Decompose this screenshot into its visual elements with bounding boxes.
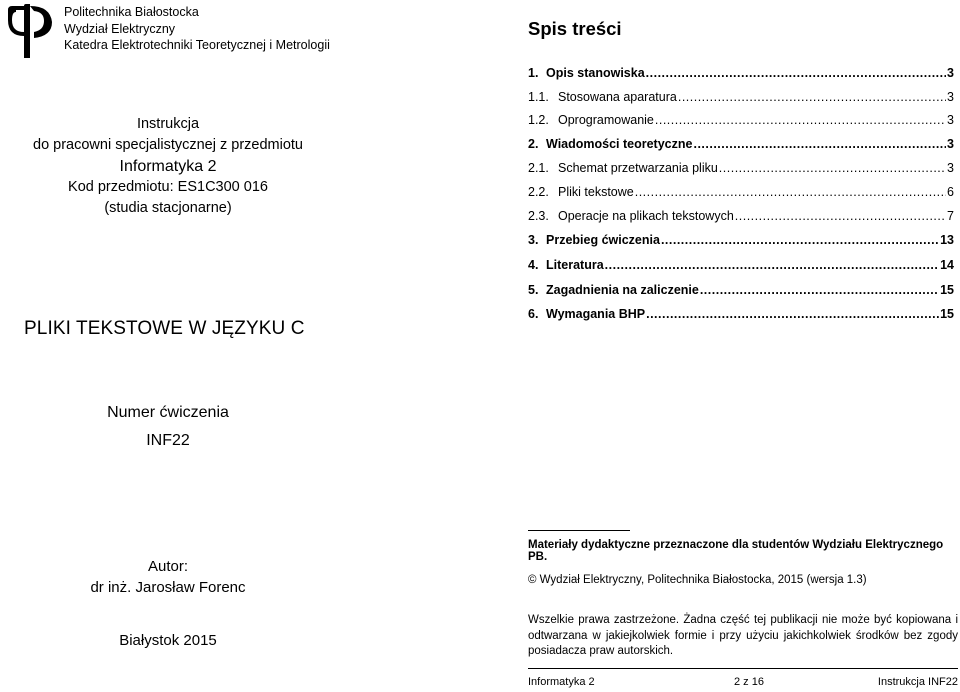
footer-divider [528, 668, 958, 669]
toc-entry-title: Zagadnienia na zaliczenie [546, 283, 699, 297]
toc-entry-title: Schemat przetwarzania pliku [558, 161, 718, 175]
toc-entry-page: 6 [947, 185, 954, 199]
toc-entry-page: 3 [947, 90, 954, 104]
toc-entry-title: Wiadomości teoretyczne [546, 137, 693, 151]
author-label: Autor: [147, 558, 189, 575]
toc-entry-number: 3. [528, 233, 539, 247]
toc-entry-number: 1. [528, 66, 539, 80]
instruction-line1: Instrukcja [136, 116, 200, 132]
toc-leader-dots [655, 113, 946, 127]
toc-entry-number: 2.2. [528, 185, 549, 199]
toc-leader-dots [700, 283, 939, 297]
instruction-block [0, 114, 336, 219]
document-title: PLIKI TEKSTOWE W JĘZYKU C [24, 318, 305, 339]
course-code [0, 177, 336, 198]
toc-leader-dots [635, 185, 946, 199]
copyright-note: © Wydział Elektryczny, Politechnika Białostocka, 2015 (wersja 1.3) [528, 574, 867, 586]
toc-entry-number: 2. [528, 137, 539, 151]
toc-entry-page: 3 [947, 161, 954, 175]
toc-entry[interactable] [528, 90, 954, 104]
toc-entry[interactable] [528, 233, 954, 247]
toc-entry-title: Operacje na plikach tekstowych [558, 209, 734, 223]
toc-entry-number: 6. [528, 307, 539, 321]
faculty-name: Wydział Elektryczny [64, 21, 176, 36]
toc-entry-number: 5. [528, 283, 539, 297]
toc-entry-title: Pliki tekstowe [558, 185, 634, 199]
toc-leader-dots [678, 90, 946, 104]
footer-subject: Informatyka 2 [528, 676, 595, 688]
study-mode: (studia stacjonarne) [104, 200, 232, 216]
toc-entry-page: 7 [947, 209, 954, 223]
materials-note: Materiały dydaktyczne przeznaczone dla studentów Wydziału Elektrycznego PB. [528, 539, 944, 563]
toc-entry[interactable] [528, 66, 954, 80]
author-name: dr inż. Jarosław Forenc [90, 579, 246, 596]
footer-page-number: 2 z 16 [734, 676, 764, 688]
toc-entry-page: 3 [947, 113, 954, 127]
toc-entry[interactable] [528, 161, 954, 175]
toc-entry[interactable] [528, 185, 954, 199]
toc-entry-number: 2.3. [528, 209, 549, 223]
toc-entry-page: 15 [940, 283, 954, 297]
department-name: Katedra Elektrotechniki Teoretycznej i Metrologii [64, 38, 330, 52]
toc-entry[interactable] [528, 209, 954, 223]
toc-leader-dots [693, 137, 946, 151]
toc-entry-title: Stosowana aparatura [558, 90, 677, 104]
toc-leader-dots [661, 233, 939, 247]
course-code-label: Kod przedmiotu: [68, 179, 178, 195]
footer-document-id: Instrukcja INF22 [877, 676, 958, 688]
toc-leader-dots [735, 209, 946, 223]
toc-leader-dots [605, 258, 939, 272]
place-year: Białystok 2015 [119, 632, 217, 649]
toc-entry-title: Literatura [546, 258, 604, 272]
rights-notice: Wszelkie prawa zastrzeżone. Żadna część tej publikacji nie może być kopiowana i odtwarzana w jakiejkolwiek formie i przy użyciu jakichkolwiek środków bez zgody posiadacza praw autorskich. [528, 614, 958, 657]
toc-entry-number: 1.2. [528, 113, 549, 127]
toc-entry-page: 3 [947, 137, 954, 151]
university-logo-icon [4, 2, 56, 60]
toc-entry-title: Opis stanowiska [546, 66, 645, 80]
exercise-code: INF22 [146, 432, 190, 449]
toc-entry-page: 15 [940, 307, 954, 321]
toc-entry[interactable] [528, 283, 954, 297]
institution-header [64, 4, 330, 54]
toc-entry-page: 13 [940, 233, 954, 247]
toc-entry-title: Oprogramowanie [558, 113, 654, 127]
toc-entry-number: 2.1. [528, 161, 549, 175]
toc-leader-dots [719, 161, 946, 175]
toc-leader-dots [646, 307, 939, 321]
toc-entry-number: 4. [528, 258, 539, 272]
toc-title: Spis treści [528, 18, 622, 39]
toc-leader-dots [646, 66, 946, 80]
toc-entry-page: 3 [947, 66, 954, 80]
toc-entry-title: Przebieg ćwiczenia [546, 233, 660, 247]
toc-entry[interactable] [528, 258, 954, 272]
toc-entry-number: 1.1. [528, 90, 549, 104]
course-code-value: ES1C300 016 [177, 179, 268, 195]
toc-entry[interactable] [528, 137, 954, 151]
instruction-line2: do pracowni specjalistycznej z przedmiotu [33, 137, 303, 153]
subject-name: Informatyka 2 [119, 158, 217, 175]
divider-short [528, 530, 630, 531]
contents-page [480, 0, 960, 692]
toc-entry-title: Wymagania BHP [546, 307, 646, 321]
exercise-label: Numer ćwiczenia [107, 404, 229, 421]
toc-entry-page: 14 [940, 258, 954, 272]
university-name: Politechnika Białostocka [64, 5, 199, 19]
toc-entry[interactable] [528, 307, 954, 321]
toc-entry[interactable] [528, 113, 954, 127]
